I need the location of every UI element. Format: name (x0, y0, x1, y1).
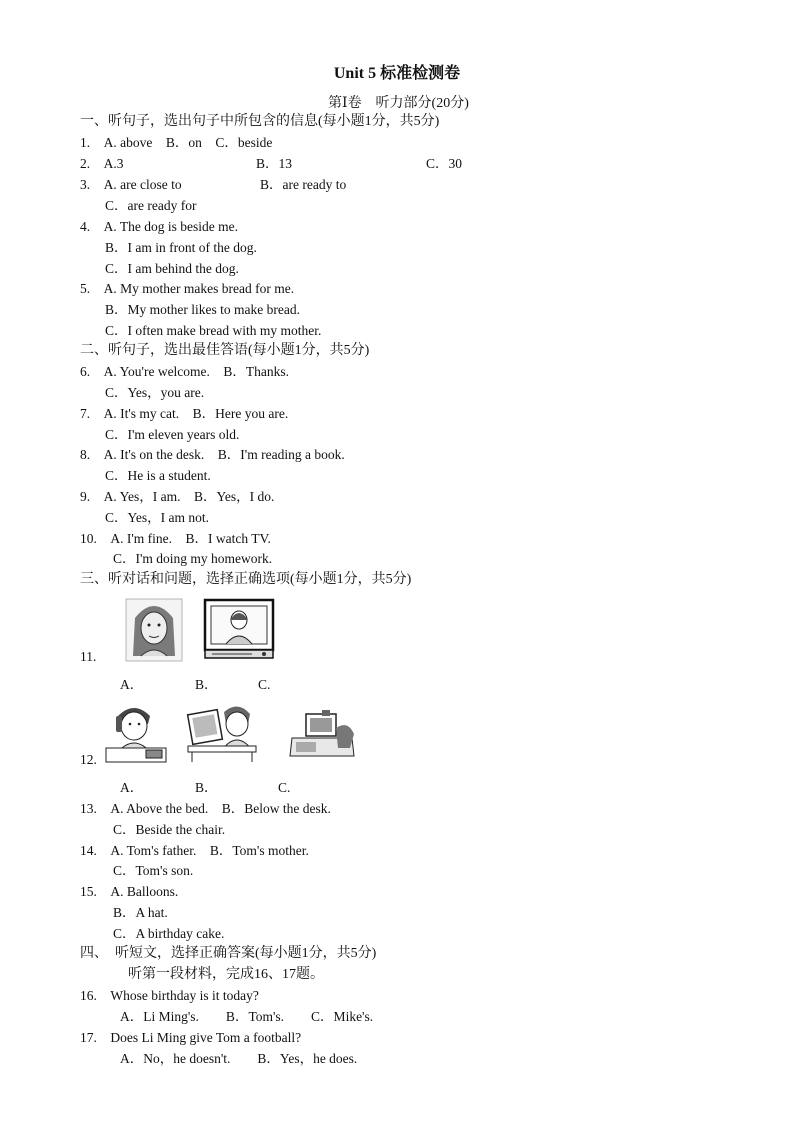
title: Unit 5 标准检测卷 (333, 65, 461, 82)
question-13: 13. A. Above the bed. B．Below the desk. (80, 801, 331, 816)
q11-option-c: C. (258, 677, 271, 692)
question-15-b: B．A hat. (113, 905, 168, 920)
section-4-note: 听第一段材料，完成16、17题。 (128, 967, 324, 982)
q11-option-a: A． (120, 677, 144, 692)
question-17: 17. Does Li Ming give Tom a football? (80, 1030, 302, 1045)
question-7-c: C．I'm eleven years old. (105, 427, 240, 442)
q12-picture-b (186, 702, 258, 764)
question-2-b: B．13 (256, 156, 293, 171)
question-4-b: B．I am in front of the dog. (105, 240, 257, 255)
q11-option-b: B． (195, 677, 218, 692)
question-16: 16. Whose birthday is it today? (80, 988, 259, 1003)
section-3-heading: 三、听对话和问题，选择正确选项(每小题1分，共5分) (80, 572, 412, 587)
question-5-b: B．My mother likes to make bread. (105, 302, 300, 317)
question-6-c: C．Yes，you are. (105, 385, 205, 400)
q12-option-c: C. (278, 780, 291, 795)
section-1-heading: 一、听句子，选出句子中所包含的信息(每小题1分，共5分) (80, 114, 440, 129)
question-11-label: 11. (80, 649, 97, 664)
question-15-c: C．A birthday cake. (113, 926, 225, 941)
question-14: 14. A. Tom's father. B．Tom's mother. (80, 843, 309, 858)
question-3-c: C．are ready for (105, 198, 197, 213)
q11-picture-a (125, 598, 183, 662)
question-4-a: 4. A. The dog is beside me. (80, 219, 238, 234)
part-heading: 第Ⅰ卷 听力部分(20分) (328, 96, 469, 111)
question-3-a: 3. A. are close to (80, 177, 182, 192)
q11-picture-b (202, 598, 276, 662)
question-5-c: C．I often make bread with my mother. (105, 323, 322, 338)
question-16-options: A．Li Ming's. B．Tom's. C．Mike's. (120, 1009, 374, 1024)
question-10: 10. A. I'm fine. B．I watch TV. (80, 531, 271, 546)
question-3-b: B．are ready to (260, 177, 347, 192)
question-4-c: C．I am behind the dog. (105, 261, 239, 276)
question-15-a: 15. A. Balloons. (80, 884, 179, 899)
question-9: 9. A. Yes，I am. B．Yes，I do. (80, 489, 275, 504)
question-10-c: C．I'm doing my homework. (113, 551, 273, 566)
q12-option-a: A． (120, 780, 144, 795)
section-2-heading: 二、听句子，选出最佳答语(每小题1分，共5分) (80, 343, 370, 358)
question-17-options: A．No，he doesn't. B．Yes，he does. (120, 1051, 358, 1066)
question-14-c: C．Tom's son. (113, 863, 194, 878)
q12-picture-c (288, 708, 358, 764)
section-4-heading: 四、 听短文，选择正确答案(每小题1分，共5分) (80, 946, 377, 961)
question-7: 7. A. It's my cat. B．Here you are. (80, 406, 289, 421)
question-2-c: C．30 (426, 156, 463, 171)
question-12-label: 12. (80, 752, 97, 767)
q12-option-b: B． (195, 780, 218, 795)
question-9-c: C．Yes，I am not. (105, 510, 210, 525)
question-5-a: 5. A. My mother makes bread for me. (80, 281, 295, 296)
question-8: 8. A. It's on the desk. B．I'm reading a book. (80, 447, 345, 462)
question-2-a: 2. A.3 (80, 156, 124, 171)
question-8-c: C．He is a student. (105, 468, 211, 483)
question-1: 1. A. above B．on C．beside (80, 135, 273, 150)
question-13-c: C．Beside the chair. (113, 822, 226, 837)
q12-picture-a (104, 702, 168, 764)
question-6: 6. A. You're welcome. B．Thanks. (80, 364, 290, 379)
